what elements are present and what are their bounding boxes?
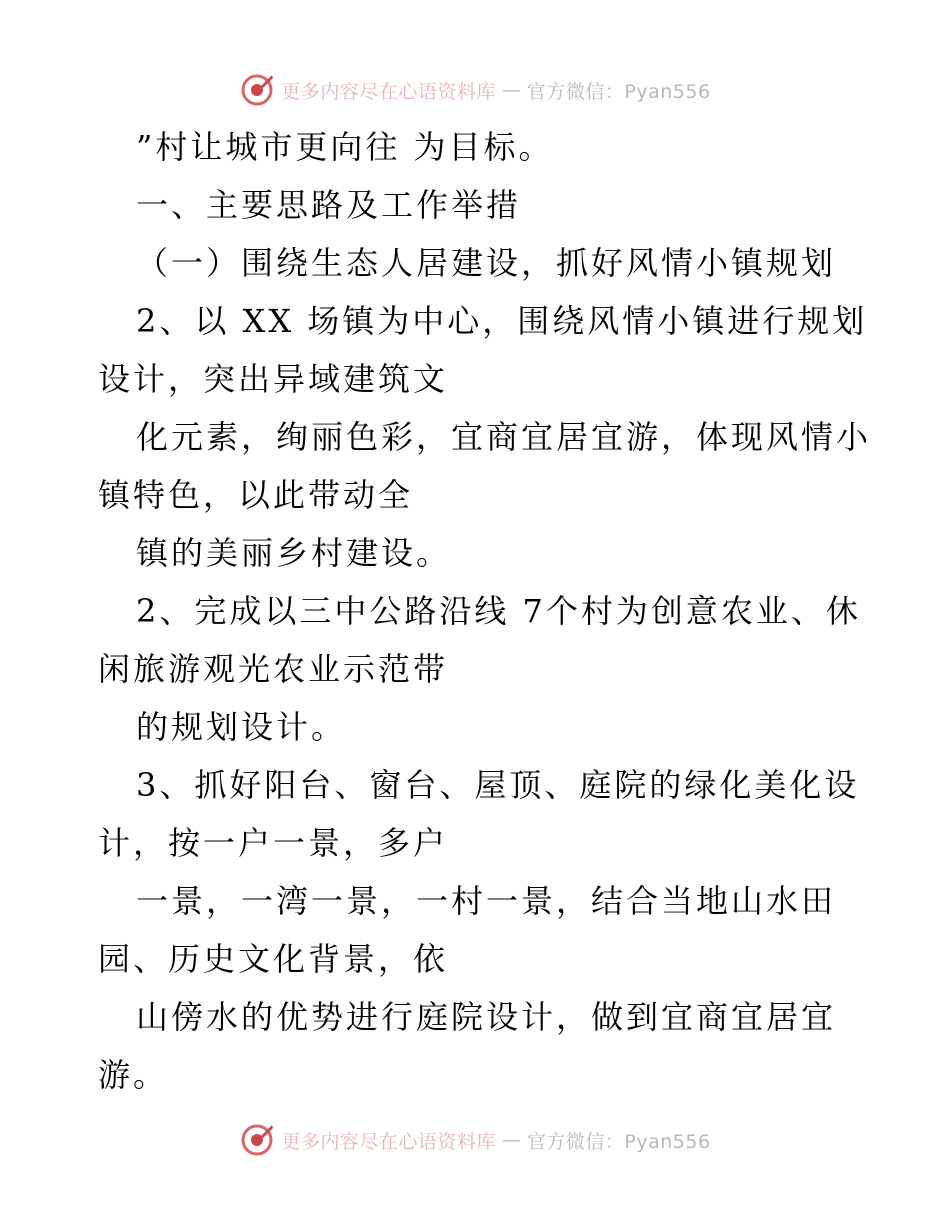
pen-circle-logo-icon bbox=[239, 72, 275, 108]
text-line-15: 园、历史文化背景，依 bbox=[98, 940, 449, 978]
text-line-6: 化元素，绚丽色彩，宜商宜居宜游，体现风情小 bbox=[136, 418, 872, 456]
watermark-brand-text: 更多内容尽在心语资料库 bbox=[281, 1130, 496, 1153]
watermark-separator: — bbox=[501, 1129, 521, 1151]
pen-circle-logo-icon bbox=[239, 1122, 275, 1158]
watermark-separator: — bbox=[501, 79, 521, 101]
watermark-brand-text: 更多内容尽在心语资料库 bbox=[281, 80, 496, 103]
watermark-contact-text: 官方微信：Pyan556 bbox=[526, 80, 711, 103]
text-line-13: 计，按一户一景，多户 bbox=[98, 824, 449, 862]
text-line-1: ”村让城市更向往 为目标。 bbox=[136, 128, 554, 166]
text-line-16: 山傍水的优势进行庭院设计，做到宜商宜居宜 bbox=[136, 998, 837, 1036]
text-line-17: 游。 bbox=[98, 1056, 169, 1094]
text-line-7: 镇特色，以此带动全 bbox=[98, 476, 414, 514]
header-watermark bbox=[0, 70, 950, 110]
text-line-12: 3、抓好阳台、窗台、屋顶、庭院的绿化美化设 bbox=[136, 766, 860, 804]
text-line-10: 闲旅游观光农业示范带 bbox=[98, 650, 449, 688]
text-line-14: 一景，一湾一景，一村一景，结合当地山水田 bbox=[136, 882, 837, 920]
text-line-9: 2、完成以三中公路沿线 7个村为创意农业、休 bbox=[136, 592, 861, 630]
text-line-8: 镇的美丽乡村建设。 bbox=[136, 534, 452, 572]
section-heading: 一、主要思路及工作举措 bbox=[136, 186, 522, 224]
text-line-4: 2、以 XX 场镇为中心，围绕风情小镇进行规划 bbox=[136, 302, 868, 340]
footer-watermark bbox=[0, 1120, 950, 1160]
subsection-heading: （一）围绕生态人居建设，抓好风情小镇规划 bbox=[136, 244, 837, 282]
text-line-11: 的规划设计。 bbox=[136, 708, 347, 746]
text-line-5: 设计，突出异域建筑文 bbox=[98, 360, 449, 398]
document-body bbox=[98, 118, 872, 1104]
watermark-contact-text: 官方微信：Pyan556 bbox=[526, 1130, 711, 1153]
